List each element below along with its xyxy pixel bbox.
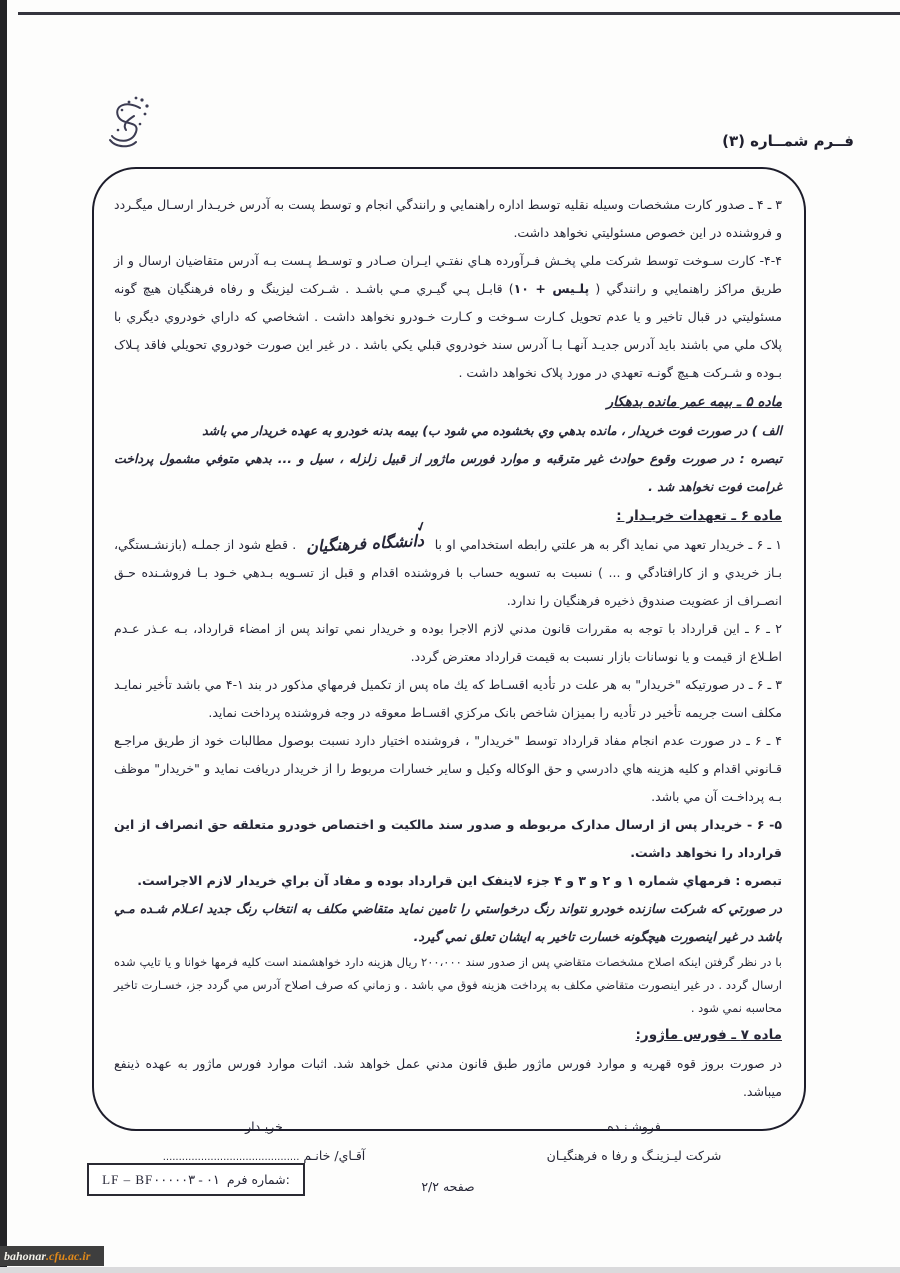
handwritten-correction xyxy=(300,518,431,557)
form-number-label: شماره فرم: xyxy=(226,1172,290,1187)
clause-3-6: ۳ ـ ۶ ـ در صورتيكه "خريدار" به هر علت در تأديه اقسـاط كه يك ماه پس از تكميل فرمهاي مذكور در بند ۱-۴ مي باشد تأخير نمايـد مكلف است جريمه تأخير در تأديه را بميزان شاخص بانک مركزي اقسـاط معوقه در وجه فروشنده پرداخت نمايد. xyxy=(114,677,783,720)
article-6-title: ماده ۶ ـ تعهدات خريـدار : xyxy=(616,508,782,524)
buyer-name-label: آقـاي/ خانـم xyxy=(303,1148,366,1163)
seller-label: فروشـنـده xyxy=(607,1119,661,1134)
clause-3-4: ۳ ـ ۴ ـ صدور كارت مشخصات وسيله نقليه توسط اداره راهنمايي و رانندگي انجام و توسط پست به آدرس خريـدار ارسـال ميگـردد و فروشنده در اين خصوص مسئوليتي نخواهد داشت. xyxy=(114,197,783,240)
form-number-value: LF – BF۰۰۰۰۰۳ - ۰۱ xyxy=(102,1171,220,1187)
clause-2-6: ۲ ـ ۶ ـ اين قرارداد با توجه به مقررات قانون مدني لازم الاجرا بوده و خريدار نمي تواند پس از امضاء قرارداد، بـه عـذر عـدم اطـلاع از قيمت و يا نوسانات بازار نسبت به قيمت قرارداد معترض گردد. xyxy=(114,621,782,664)
calligraphy-logo-icon xyxy=(96,90,156,156)
clause-4-4-text-a: ۴-۴- كارت سـوخت توسط شركت ملي پخـش فـرآورده هـاي نفتـي ايـران صـادر و توسـط پـست بـه آدرس متقاضيان ارسال و از طريق مراكز راهنمايي و رانندگي ( xyxy=(114,253,782,296)
clause-1-6-text-after: . قطع شود از جملـه (بازنشـستگي، بـاز خريدي و از كارافتادگي و ... ) نسبت به تسويه حساب با فروشنده اقدام و قبل از تسـويه بـدهي خـود بـا فروشـنده حـق انصـراف از عضويت صندوق ذخيره فرهنگيان را ندارد. xyxy=(114,537,782,608)
scan-edge-bottom xyxy=(0,1267,900,1273)
page-number: صفحه ۲/۲ xyxy=(421,1179,475,1194)
article-7-body: در صورت بروز قوه قهريه و موارد فورس ماژور طبق قانون مدني عمل خواهد شد. اثبات موارد فورس ماژور به عهده ذينفع ميباشد. xyxy=(114,1056,782,1099)
watermark-prefix: bahonar xyxy=(4,1248,47,1263)
form-number-box xyxy=(87,1163,305,1196)
article-5-item-ab: الف ) در صورت فوت خريدار ، مانده بدهي وي بخشوده مي شود ب) بيمه بدنه خودرو به عهده خريدار مي باشد xyxy=(202,423,782,438)
clause-4-6: ۴ ـ ۶ ـ در صورت عدم انجام مفاد قرارداد توسط "خريدار" ، فروشنده اختيار دارد نسبت بوصول مطالبات خود از طريق مراجـع قـانوني اقدام و كليه هزينه هاي دادرسي و حق الوكاله وكيل و ساير خسارات مربوط را از خريدار دريافت نمايد و "خريدار" موظف بـه پرداخـت آن مي باشد. xyxy=(114,733,783,804)
color-availability-note: در صورتي كه شركت سازنده خودرو نتواند رنگ درخواستي را تامين نمايد متقاضي مكلف به انتخاب رنگ جديد اعـلام شـده مـي باشد در غير اينصورت هيچگونه خسارت تاخير به ايشان تعلق نمي گيرد. xyxy=(114,901,782,944)
article-6-note: تبصره : فرمهاي شماره ۱ و ۲ و ۳ و ۴ جزء لاينفک اين قرارداد بوده و مفاد آن براي خريدار لازم الاجراست. xyxy=(137,873,782,888)
clause-5-6: ۵- ۶ - خريدار پس از ارسال مدارک مربوطه و صدور سند مالكيت و اختصاص خودرو متعلقه حق انصراف از اين قرارداد را نخواهد داشت. xyxy=(114,817,782,860)
article-5-title: ماده ۵ ـ بيمه عمر مانده بدهكار xyxy=(606,394,782,410)
calligraphy-logo xyxy=(96,90,156,156)
seller-company-name: شركت ليـزينـگ و رفا ه فرهنگيـان xyxy=(546,1148,722,1163)
police-110-bold: پلـيس + ۱۰ xyxy=(513,281,590,296)
form-number-header: فــرم شمــاره (۳) xyxy=(722,132,854,150)
clause-1-6 xyxy=(114,518,783,615)
site-watermark xyxy=(0,1246,104,1266)
buyer-name-fill-line: ........................................... xyxy=(162,1152,300,1163)
watermark-suffix: .cfu.ac.ir xyxy=(46,1248,91,1263)
clause-1-6-text-before: ۱ ـ ۶ ـ خريدار تعهد مي نمايد اگر به هر علتي رابطه استخدامي او با xyxy=(430,537,783,552)
clause-4-4 xyxy=(114,247,782,387)
article-7-title: ماده ۷ ـ فورس ماژور: xyxy=(635,1027,782,1043)
scan-edge-left xyxy=(0,0,7,1273)
seller-signature-block xyxy=(524,1112,744,1170)
correction-fee-fine-print: با در نظر گرفتن اينكه اصلاح مشخصات متقاضي پس از صدور سند ۲۰۰،۰۰۰ ريال هزينه دارد خواهشمند است كليه فرمها خوانا و يا تايپ شده ارسال گردد . در غير اينصورت متقاضي مكلف به پرداخت هزينه فوق مي باشد . و زماني كه صرف اصلاح آدرس مي گردد جز، خسـارت تاخير محاسبه نمي شود . xyxy=(114,955,782,1015)
handwritten-correction-text: دانشگاه فرهنگيان xyxy=(306,530,425,557)
article-5-note: تبصره : در صورت وقوع حوادث غير مترقبه و موارد فورس ماژور از قبيل زلزله ، سيل و ... بدهي متوفي مشمول پرداخت غرامت فوت نخواهد شد . xyxy=(114,451,782,494)
checkmark-icon: ✓ xyxy=(414,518,430,537)
buyer-label: خريـدار xyxy=(245,1119,283,1134)
scan-edge-top-line xyxy=(18,12,900,15)
clause-4-4-text-b: ) قابـل پـي گيـري مـي باشـد . شـركت ليزينگ و رفاه فرهنگيان هيچ گونه مسئوليتي در قبال تاخير و يا عدم تحويل كـارت سـوخت و كـارت خـودرو نخواهد داشت . اشخاصي كه داراي خودروي ديگري با پلاک ملي مي باشند بايد آدرس جديـد آنهـا بـا آدرس سند خودروي قبلي يكي باشد . در غير اين صورت خودروي تحويلي فاقد پـلاک بـوده و شـركت هـيچ گونـه تعهدي در مورد پلاک نخواهد داشت . xyxy=(114,281,782,380)
